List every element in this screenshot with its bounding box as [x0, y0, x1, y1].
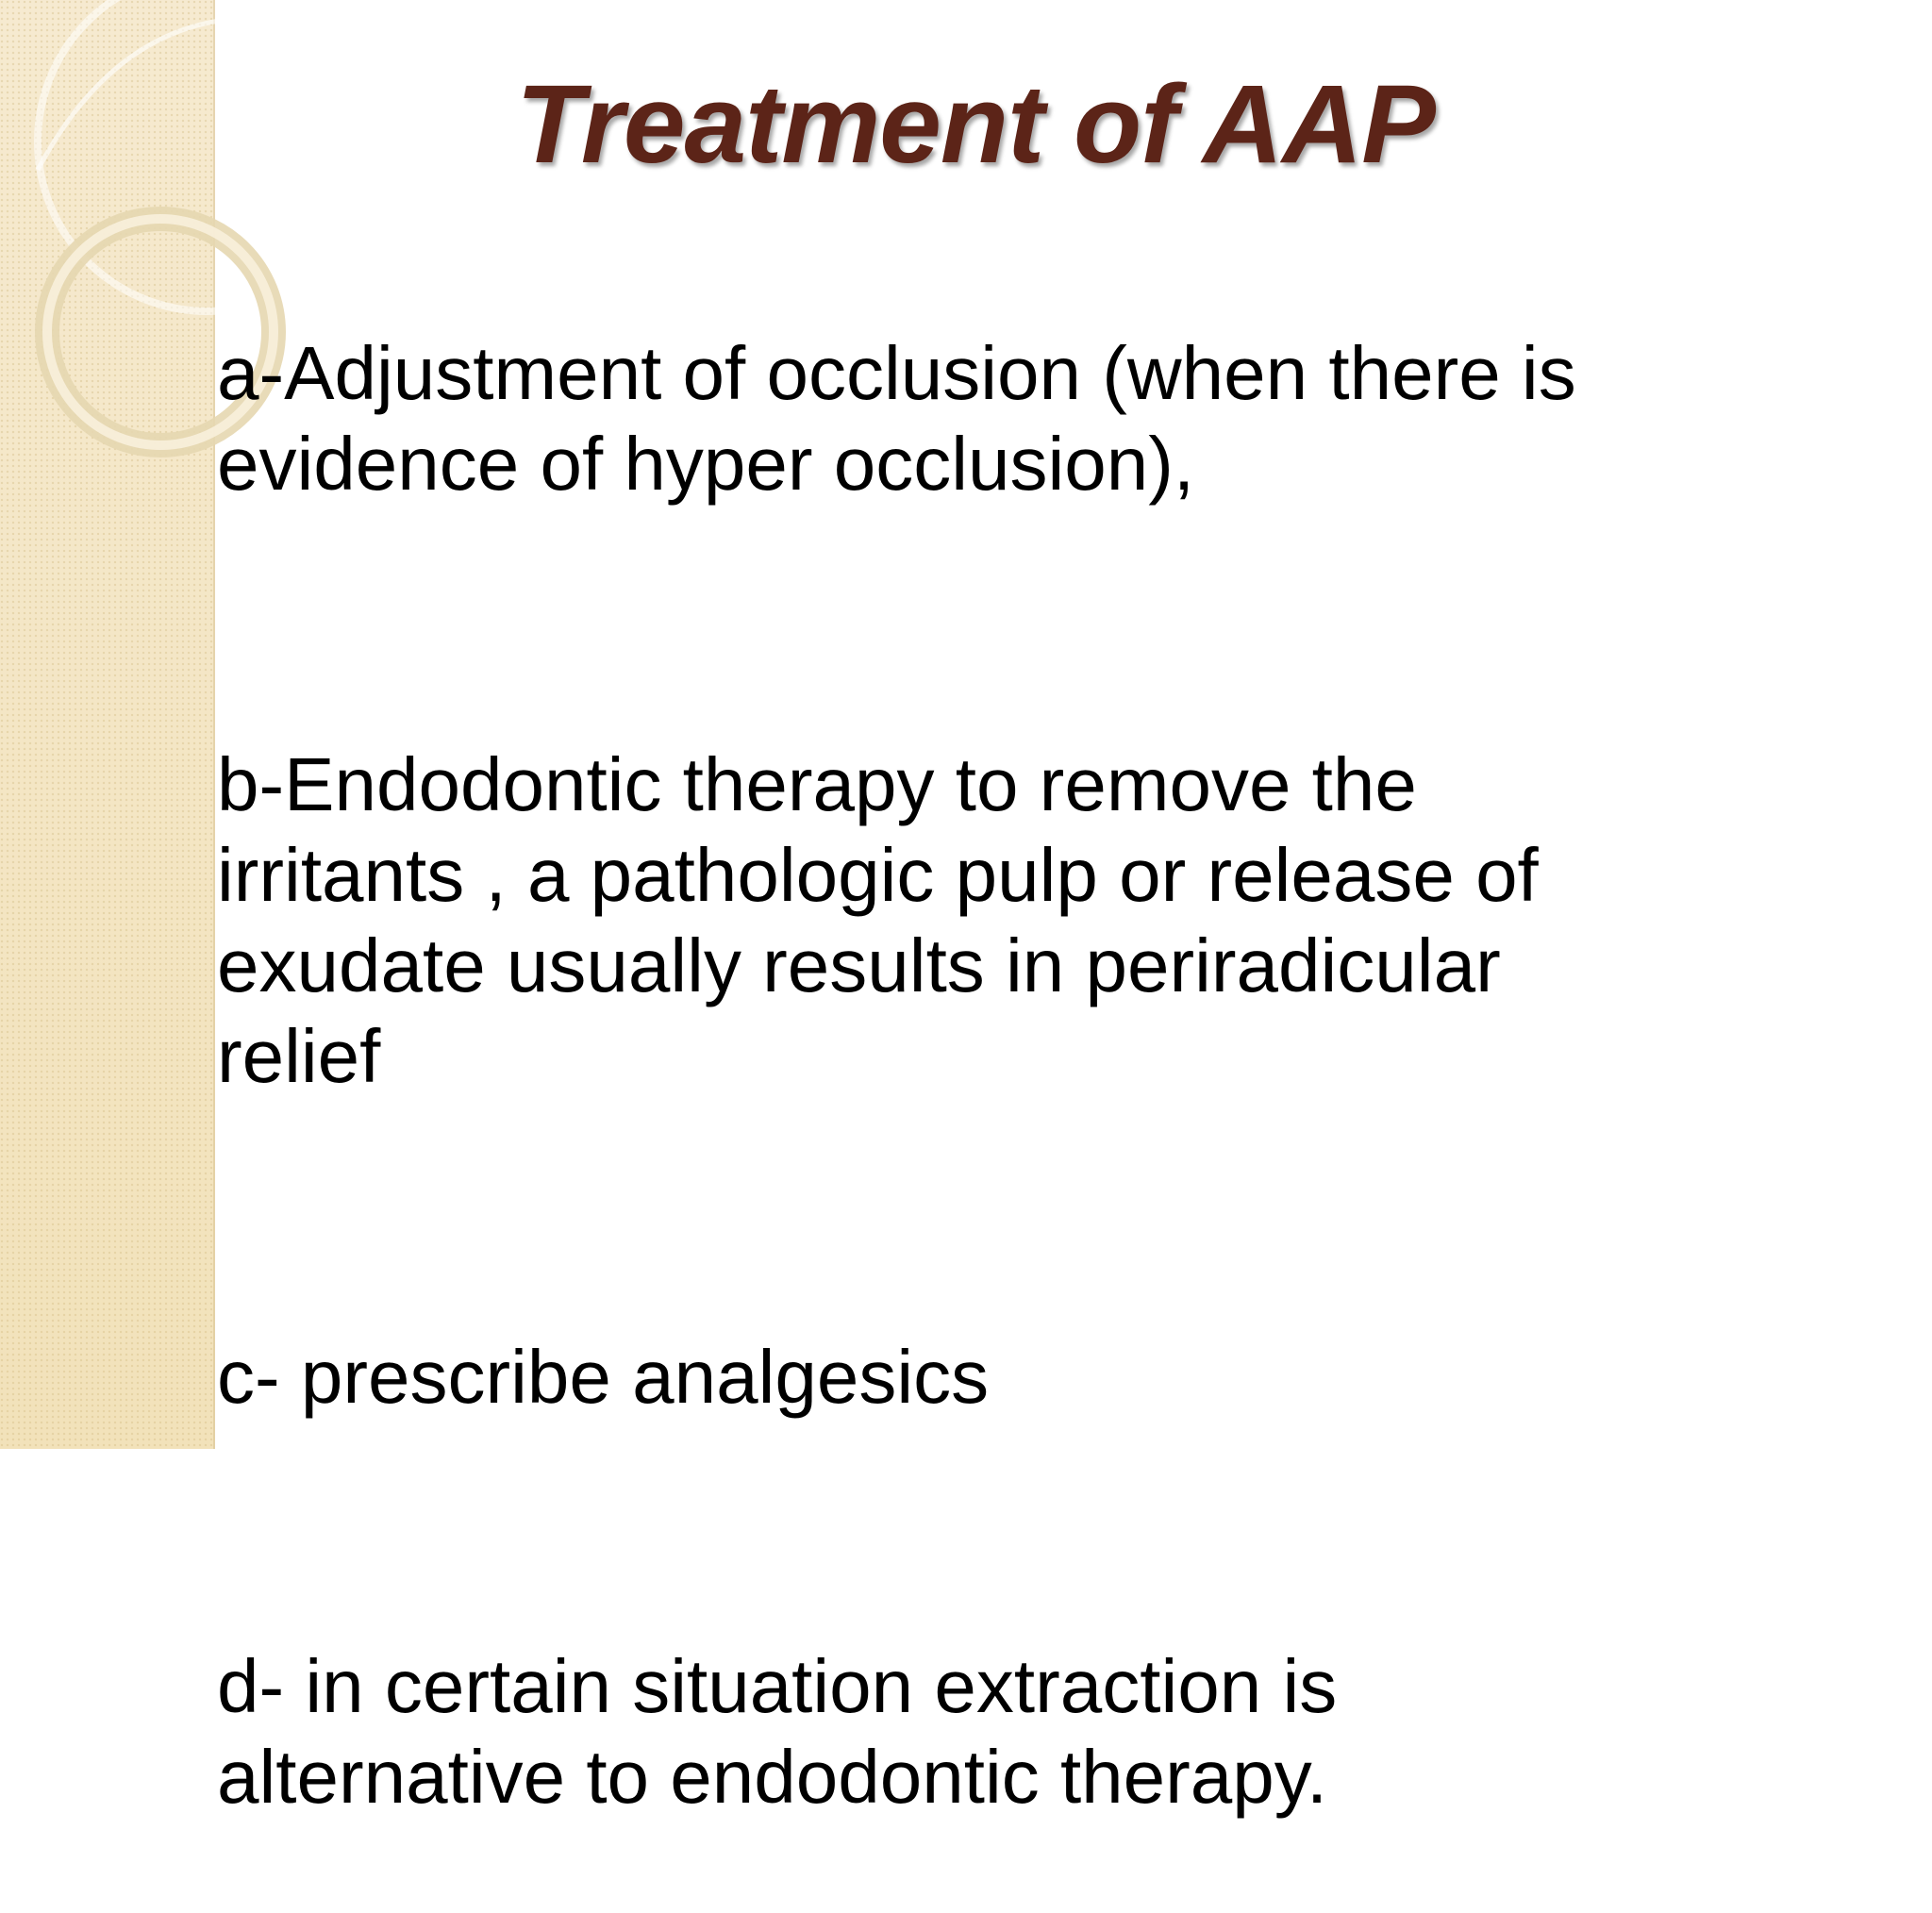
treatment-item-d: d- in certain situation extraction is alternative to endodontic therapy.	[217, 1644, 1338, 1819]
treatment-item-a: a-Adjustment of occlusion (when there is evidence of hyper occlusion),	[217, 331, 1576, 506]
treatment-item-c: c- prescribe analgesics	[217, 1335, 990, 1419]
treatment-item-b: b-Endodontic therapy to remove the irritants , a pathologic pulp or release of exudate usually results in periradicular relief	[217, 742, 1539, 1098]
slide-content	[217, 238, 1896, 1913]
slide-title: Treatment of AAP	[515, 62, 1436, 187]
